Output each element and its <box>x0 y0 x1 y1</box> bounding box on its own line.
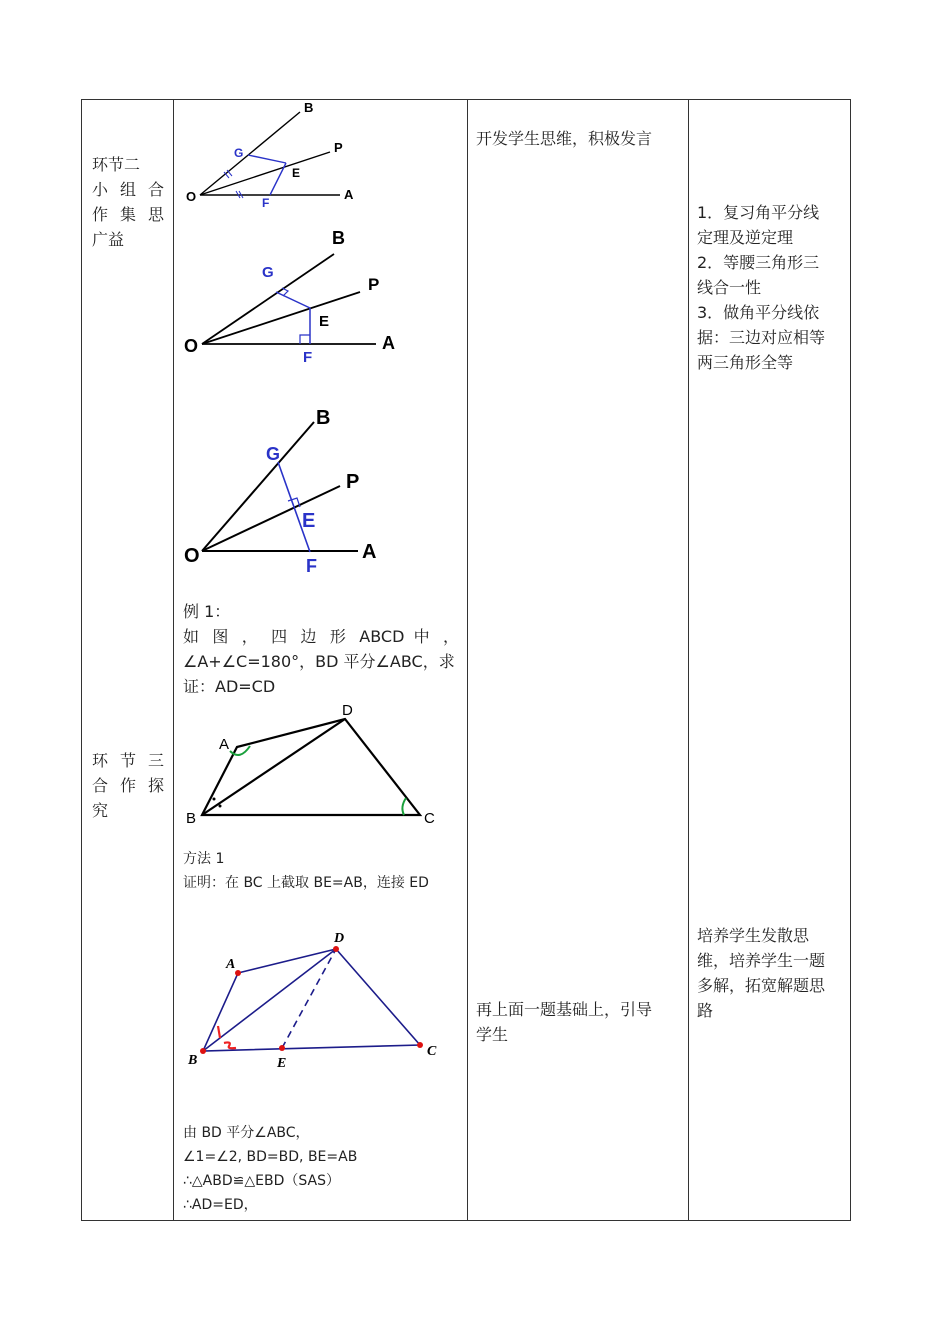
label-G: G <box>262 264 274 281</box>
label-C: C <box>427 1044 437 1059</box>
stage-2-label: 环节二 小 组 合 作 集 思 广益 <box>92 155 164 249</box>
label-C: C <box>424 810 435 827</box>
label-B: B <box>316 407 331 429</box>
label-F: F <box>306 556 317 576</box>
quadrilateral-figure <box>182 695 452 830</box>
example-1 <box>183 599 459 699</box>
label-A: A <box>382 333 395 353</box>
label-E: E <box>277 1056 287 1071</box>
angle-bisector-figure-2 <box>182 222 412 372</box>
label-P: P <box>346 471 360 493</box>
lesson-table <box>81 99 851 1221</box>
label-A: A <box>219 736 230 753</box>
label-B: B <box>188 1053 198 1068</box>
student-activity-1: 开发学生思维，积极发言 <box>476 129 653 148</box>
label-F: F <box>262 196 270 210</box>
label-O: O <box>184 336 199 356</box>
column-divider <box>688 100 689 1220</box>
label-E: E <box>292 166 301 180</box>
label-G: G <box>266 444 281 464</box>
label-O: O <box>184 545 200 567</box>
label-D: D <box>342 702 353 719</box>
column-divider <box>173 100 174 1220</box>
angle-bisector-figure-3 <box>182 396 402 586</box>
proof-start: 证明：在 BC 上截取 BE=AB，连接 ED <box>183 875 429 891</box>
label-D: D <box>334 931 345 946</box>
quadrilateral-construction-figure <box>182 925 452 1075</box>
proof-line-4: ∴AD=ED， <box>183 1197 258 1213</box>
example-line-3: 证：AD=CD <box>183 677 276 696</box>
label-A: A <box>226 957 236 972</box>
stage-3-label: 环 节 三 合 作 探 究 <box>92 751 164 820</box>
angle-bisector-figure-1 <box>182 100 372 210</box>
example-title: 例 1： <box>183 602 231 621</box>
label-B: B <box>332 228 345 248</box>
design-intent-2: 培养学生发散思 维，培养学生一题 多解，拓宽解题思 路 <box>697 926 826 1020</box>
proof-line-1: 由 BD 平分∠ABC， <box>183 1125 310 1141</box>
label-E: E <box>319 313 330 330</box>
proof-line-2: ∠1=∠2, BD=BD, BE=AB <box>183 1149 358 1165</box>
label-O: O <box>186 189 197 204</box>
proof-block <box>183 1121 463 1217</box>
label-P: P <box>368 275 380 294</box>
method-title: 方法 1 <box>183 851 225 867</box>
example-line-1: 如 图 ， 四 边 形 ABCD 中 ， <box>183 627 459 646</box>
label-P: P <box>334 140 343 155</box>
design-intent-1: 1．复习角平分线 定理及逆定理 2．等腰三角形三 线合一性 3．做角平分线依 据：三边对应相等 两三角形全等 <box>697 203 826 372</box>
column-divider <box>467 100 468 1220</box>
example-line-2: ∠A+∠C=180°，BD 平分∠ABC，求 <box>183 652 455 671</box>
student-activity-2: 再上面一题基础上，引导 学生 <box>476 1000 653 1044</box>
label-A: A <box>344 187 354 202</box>
label-E: E <box>302 510 316 532</box>
method-1 <box>183 847 463 895</box>
label-F: F <box>303 349 313 366</box>
label-B: B <box>304 100 314 115</box>
label-B: B <box>186 810 197 827</box>
proof-line-3: ∴△ABD≌△EBD（SAS） <box>183 1173 340 1189</box>
label-G: G <box>234 146 244 160</box>
label-A: A <box>362 541 377 563</box>
